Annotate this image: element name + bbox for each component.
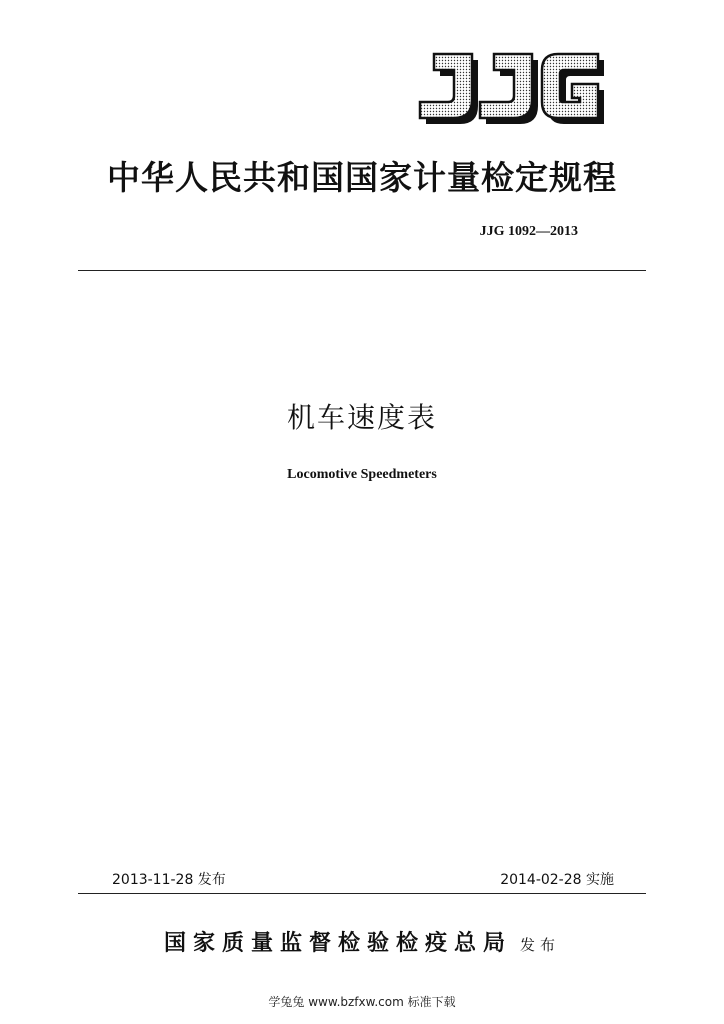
issue-date: 2013-11-28 发布 [112, 872, 226, 888]
publisher-line [0, 926, 724, 957]
top-divider [78, 270, 646, 271]
document-title-chinese: 机车速度表 [286, 401, 437, 434]
publish-label: 发布 [520, 936, 561, 954]
document-title-english: Locomotive Speedmeters [287, 467, 437, 482]
footer-watermark: 学兔兔 www.bzfxw.com 标准下载 [268, 995, 456, 1009]
jjg-logo-icon [414, 50, 610, 130]
publisher-name: 国家质量监督检验检疫总局 [163, 930, 512, 956]
bottom-divider [78, 893, 646, 894]
standard-code: JJG 1092—2013 [479, 224, 578, 239]
effective-date: 2014-02-28 实施 [500, 872, 614, 888]
standard-type-heading: 中华人民共和国国家计量检定规程 [107, 158, 617, 197]
